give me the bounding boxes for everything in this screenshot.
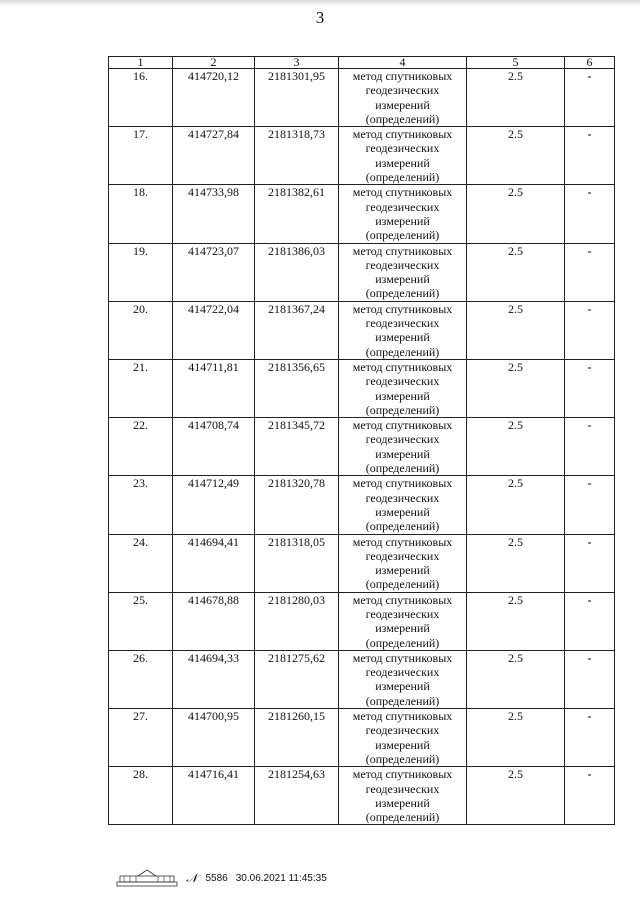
point-number: 17.: [109, 127, 173, 185]
accuracy-value: 2.5: [467, 418, 565, 476]
method-cell: [339, 185, 467, 243]
method-line: (определений): [365, 751, 440, 766]
method-line: измерений: [375, 621, 430, 636]
method-line: геодезических: [365, 316, 440, 331]
method-line: геодезических: [365, 606, 440, 621]
table-header-row: [109, 57, 615, 69]
method-line: измерений: [375, 272, 430, 287]
method-cell: [339, 650, 467, 708]
method-line: геодезических: [365, 490, 440, 505]
note-value: -: [565, 69, 615, 127]
method-line: геодезических: [365, 665, 440, 680]
coordinates-table: [108, 56, 615, 825]
note-value: -: [565, 709, 615, 767]
method-line: измерений: [375, 97, 430, 112]
accuracy-value: 2.5: [467, 185, 565, 243]
method-line: геодезических: [365, 257, 440, 272]
table-row: [109, 185, 615, 243]
method-line: (определений): [365, 693, 440, 708]
method-line: метод спутниковых: [352, 359, 453, 374]
method-line: геодезических: [365, 374, 440, 389]
note-value: -: [565, 534, 615, 592]
note-value: -: [565, 592, 615, 650]
method-cell: [339, 709, 467, 767]
method-cell: [339, 243, 467, 301]
method-line: измерений: [375, 563, 430, 578]
method-line: геодезических: [365, 199, 440, 214]
accuracy-value: 2.5: [467, 69, 565, 127]
method-cell: [339, 127, 467, 185]
page-number: 3: [315, 8, 325, 27]
note-value: -: [565, 243, 615, 301]
method-line: метод спутниковых: [352, 418, 453, 433]
header-col-5: 5: [467, 57, 565, 69]
table-row: [109, 243, 615, 301]
coordinate-x: 414678,88: [173, 592, 255, 650]
note-value: -: [565, 767, 615, 825]
table-row: [109, 476, 615, 534]
point-number: 20.: [109, 301, 173, 359]
table-row: [109, 359, 615, 417]
table-row: [109, 534, 615, 592]
table-row: [109, 767, 615, 825]
method-line: (определений): [365, 635, 440, 650]
signature-mark: 𝒩: [186, 870, 198, 885]
document-datetime: 30.06.2021 11:45:35: [235, 872, 327, 884]
method-line: измерений: [375, 795, 430, 810]
method-cell: [339, 592, 467, 650]
method-line: геодезических: [365, 83, 440, 98]
note-value: -: [565, 650, 615, 708]
note-value: -: [565, 418, 615, 476]
header-col-3: 3: [255, 57, 339, 69]
point-number: 22.: [109, 418, 173, 476]
accuracy-value: 2.5: [467, 359, 565, 417]
coordinate-x: 414694,33: [173, 650, 255, 708]
method-line: измерений: [375, 213, 430, 228]
table-row: [109, 418, 615, 476]
method-line: измерений: [375, 504, 430, 519]
accuracy-value: 2.5: [467, 243, 565, 301]
coordinate-x: 414711,81: [173, 359, 255, 417]
method-line: метод спутниковых: [352, 767, 453, 782]
point-number: 26.: [109, 650, 173, 708]
method-line: метод спутниковых: [352, 476, 453, 491]
point-number: 27.: [109, 709, 173, 767]
coordinate-x: 414694,41: [173, 534, 255, 592]
method-line: (определений): [365, 286, 440, 301]
accuracy-value: 2.5: [467, 127, 565, 185]
coordinate-y: 2181386,03: [255, 243, 339, 301]
method-line: (определений): [365, 170, 440, 185]
method-line: геодезических: [365, 781, 440, 796]
coordinate-x: 414723,07: [173, 243, 255, 301]
accuracy-value: 2.5: [467, 767, 565, 825]
method-line: измерений: [375, 737, 430, 752]
method-line: (определений): [365, 402, 440, 417]
method-line: метод спутниковых: [352, 592, 453, 607]
accuracy-value: 2.5: [467, 709, 565, 767]
accuracy-value: 2.5: [467, 476, 565, 534]
method-line: (определений): [365, 111, 440, 126]
note-value: -: [565, 359, 615, 417]
coordinate-y: 2181301,95: [255, 69, 339, 127]
point-number: 21.: [109, 359, 173, 417]
accuracy-value: 2.5: [467, 650, 565, 708]
method-cell: [339, 69, 467, 127]
point-number: 18.: [109, 185, 173, 243]
method-line: геодезических: [365, 548, 440, 563]
method-line: измерений: [375, 446, 430, 461]
coordinate-y: 2181318,73: [255, 127, 339, 185]
table-row: [109, 301, 615, 359]
footer-stamp: [116, 868, 327, 888]
table-row: [109, 709, 615, 767]
point-number: 25.: [109, 592, 173, 650]
method-line: (определений): [365, 519, 440, 534]
method-line: метод спутниковых: [352, 709, 453, 724]
header-col-1: 1: [109, 57, 173, 69]
coordinate-x: 414727,84: [173, 127, 255, 185]
table-row: [109, 69, 615, 127]
header-col-6: 6: [565, 57, 615, 69]
accuracy-value: 2.5: [467, 301, 565, 359]
method-line: геодезических: [365, 141, 440, 156]
method-cell: [339, 301, 467, 359]
coordinate-y: 2181367,24: [255, 301, 339, 359]
method-line: геодезических: [365, 432, 440, 447]
coordinate-x: 414733,98: [173, 185, 255, 243]
note-value: -: [565, 301, 615, 359]
method-line: метод спутниковых: [352, 650, 453, 665]
point-number: 16.: [109, 69, 173, 127]
table-row: [109, 650, 615, 708]
coordinate-y: 2181260,15: [255, 709, 339, 767]
point-number: 19.: [109, 243, 173, 301]
coordinate-y: 2181280,03: [255, 592, 339, 650]
method-line: измерений: [375, 388, 430, 403]
coordinate-y: 2181254,63: [255, 767, 339, 825]
scan-edge: [0, 0, 640, 6]
note-value: -: [565, 185, 615, 243]
coordinate-x: 414712,49: [173, 476, 255, 534]
note-value: -: [565, 476, 615, 534]
method-cell: [339, 418, 467, 476]
method-line: измерений: [375, 155, 430, 170]
table-row: [109, 592, 615, 650]
note-value: -: [565, 127, 615, 185]
accuracy-value: 2.5: [467, 592, 565, 650]
method-line: метод спутниковых: [352, 185, 453, 200]
method-line: (определений): [365, 577, 440, 592]
method-line: метод спутниковых: [352, 127, 453, 142]
method-line: метод спутниковых: [352, 243, 453, 258]
table-row: [109, 127, 615, 185]
method-line: метод спутниковых: [352, 534, 453, 549]
point-number: 23.: [109, 476, 173, 534]
coordinate-y: 2181318,05: [255, 534, 339, 592]
method-line: (определений): [365, 344, 440, 359]
method-cell: [339, 476, 467, 534]
method-line: измерений: [375, 679, 430, 694]
method-cell: [339, 359, 467, 417]
method-cell: [339, 534, 467, 592]
coordinate-y: 2181345,72: [255, 418, 339, 476]
header-col-2: 2: [173, 57, 255, 69]
coordinate-y: 2181320,78: [255, 476, 339, 534]
method-cell: [339, 767, 467, 825]
method-line: метод спутниковых: [352, 301, 453, 316]
accuracy-value: 2.5: [467, 534, 565, 592]
table-body: [109, 69, 615, 825]
coordinate-x: 414720,12: [173, 69, 255, 127]
coordinate-y: 2181275,62: [255, 650, 339, 708]
method-line: геодезических: [365, 723, 440, 738]
method-line: (определений): [365, 228, 440, 243]
method-line: метод спутниковых: [352, 69, 453, 83]
point-number: 28.: [109, 767, 173, 825]
coordinate-x: 414708,74: [173, 418, 255, 476]
coordinate-y: 2181356,65: [255, 359, 339, 417]
method-line: (определений): [365, 810, 440, 825]
document-number: 5586: [205, 872, 228, 884]
method-line: (определений): [365, 461, 440, 476]
header-col-4: 4: [339, 57, 467, 69]
coordinate-x: 414700,95: [173, 709, 255, 767]
method-line: измерений: [375, 330, 430, 345]
coordinate-x: 414722,04: [173, 301, 255, 359]
point-number: 24.: [109, 534, 173, 592]
government-building-icon: [116, 868, 178, 888]
coordinate-x: 414716,41: [173, 767, 255, 825]
coordinate-y: 2181382,61: [255, 185, 339, 243]
